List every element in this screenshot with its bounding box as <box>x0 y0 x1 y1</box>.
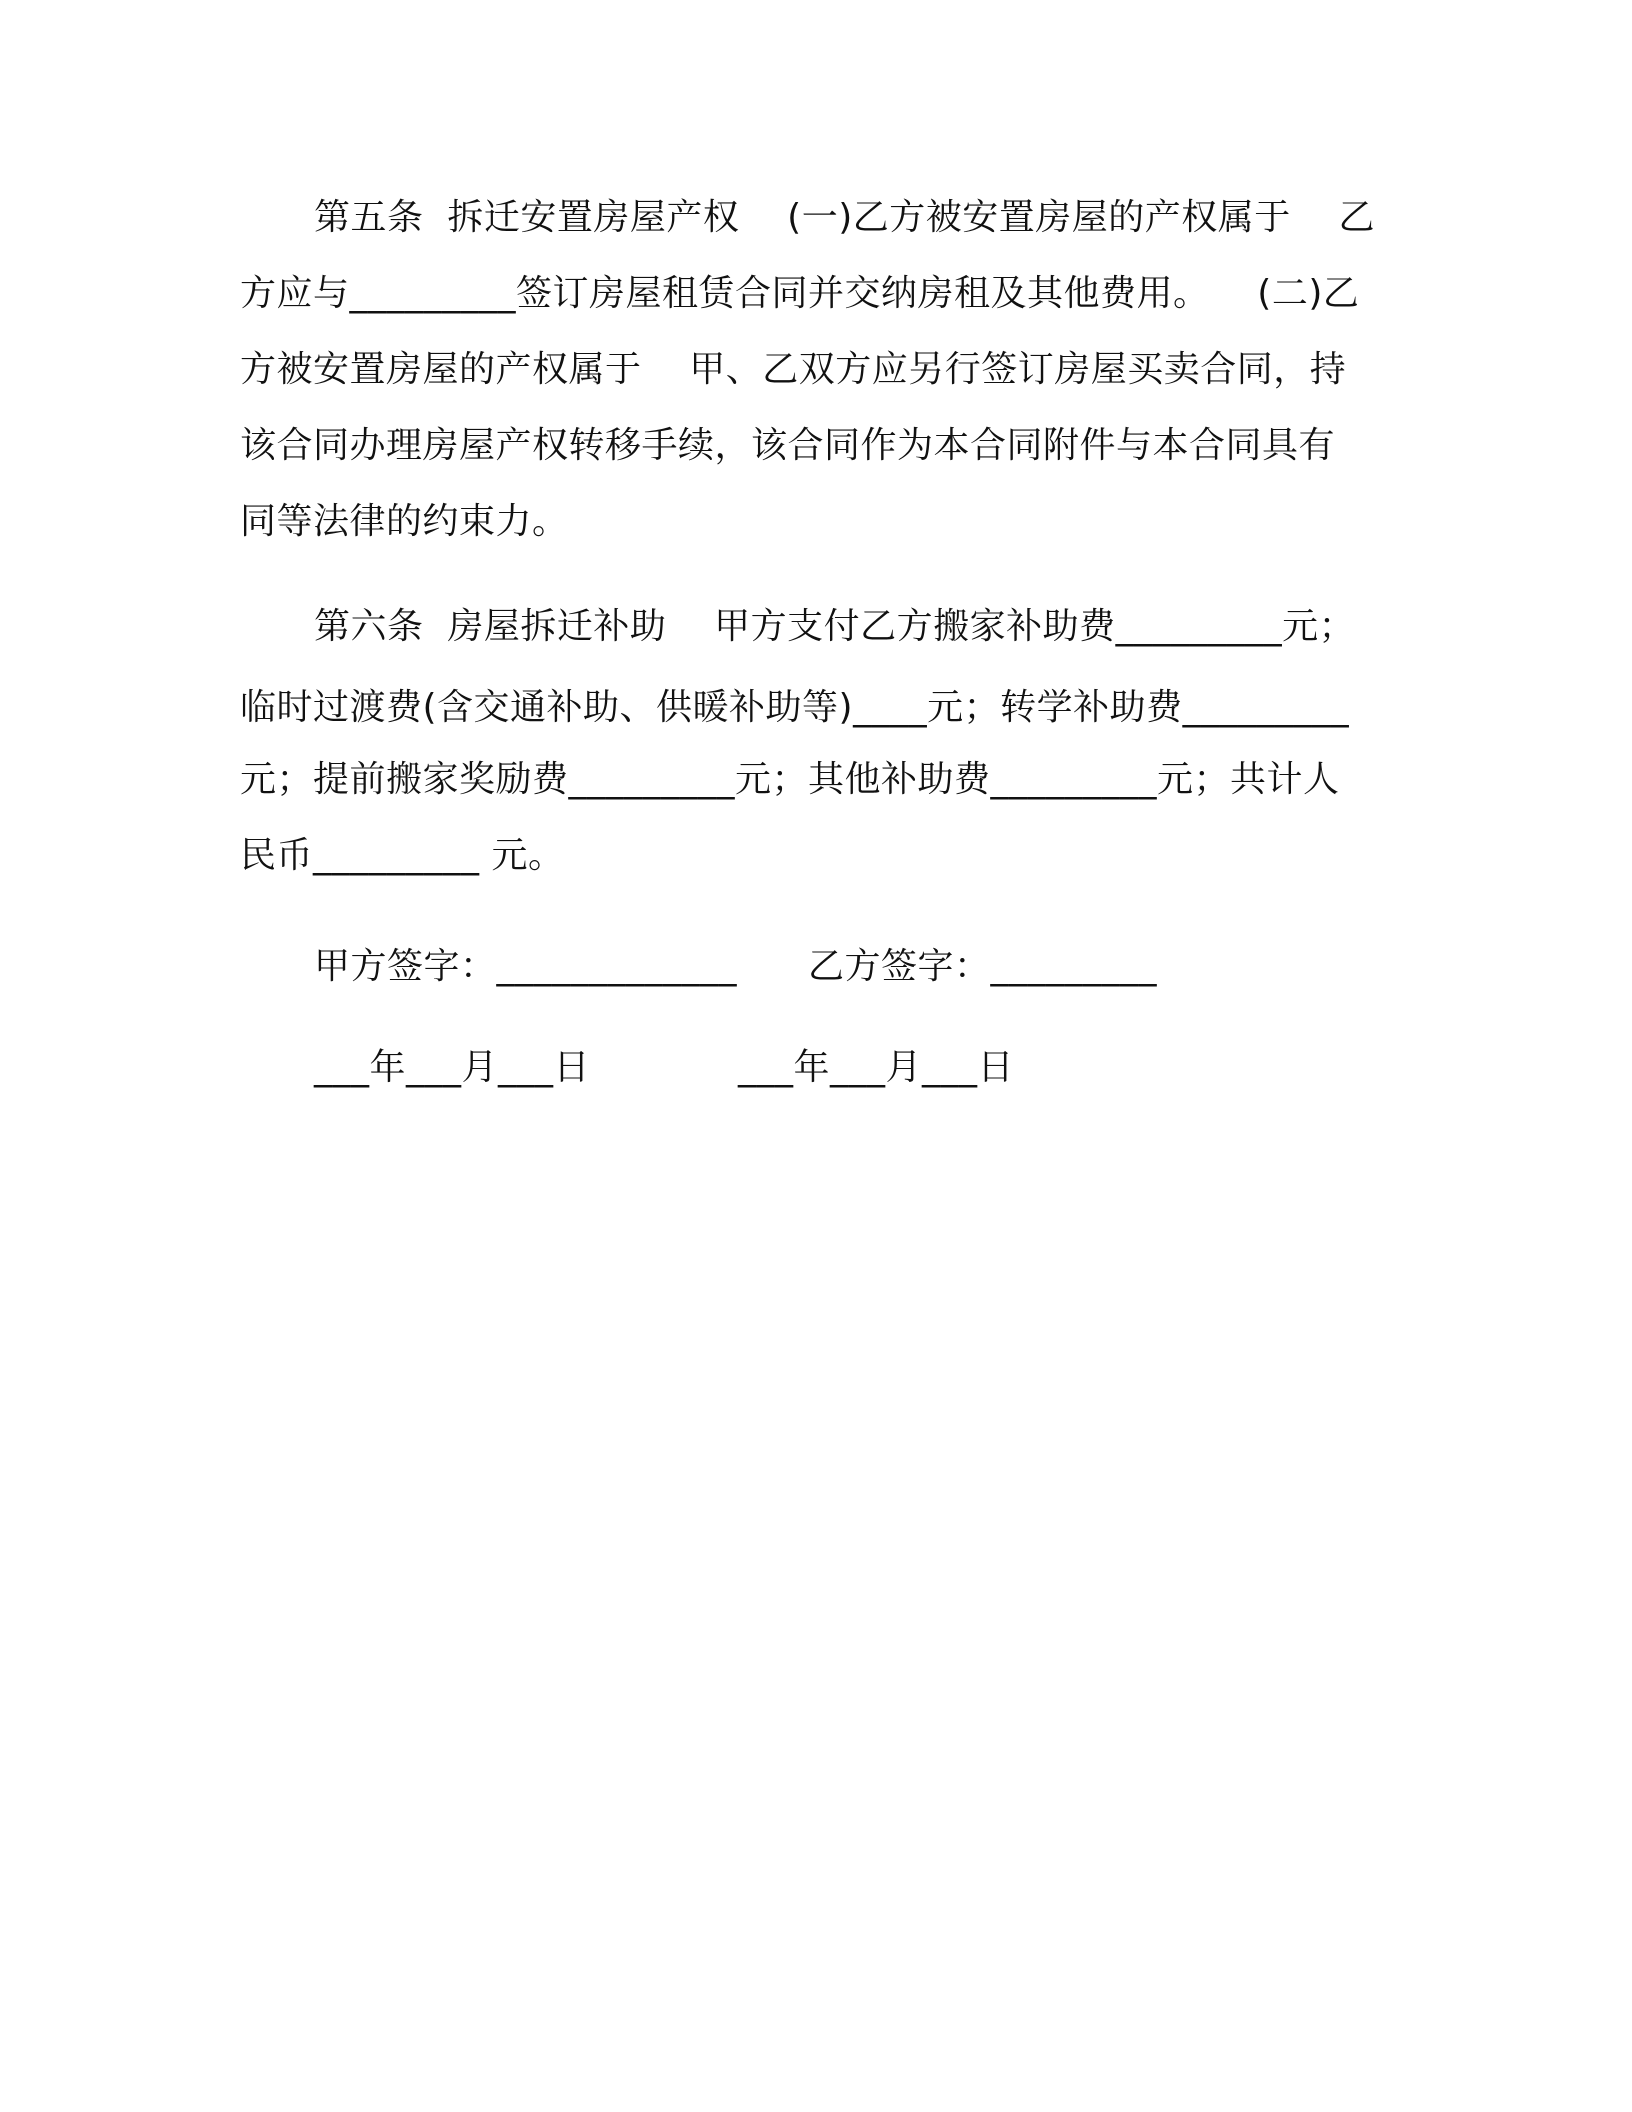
party-a-signature: 甲方签字：_____________ <box>314 946 738 987</box>
article5-line-4: 该合同办理房屋产权转移手续，该合同作为本合同附件与本合同具有 <box>240 425 1336 466</box>
article6-line-3: 元；提前搬家奖励费_________元；其他补助费_________元；共计人 <box>240 759 1340 800</box>
article6-line-4: 民币_________ 元。 <box>240 835 565 876</box>
article6-line-1: 第六条 房屋拆迁补助 甲方支付乙方搬家补助费_________元； <box>314 606 1356 647</box>
article5-line-1: 第五条 拆迁安置房屋产权 (一)乙方被安置房屋的产权属于 乙 <box>314 197 1376 238</box>
article5-line-2: 方应与_________签订房屋租赁合同并交纳房租及其他费用。 (二)乙 <box>240 273 1360 314</box>
article6-line-2: 临时过渡费(含交通补助、供暖补助等)____元；转学补助费_________ <box>240 687 1350 728</box>
article5-line-5: 同等法律的约束力。 <box>240 501 569 542</box>
article5-line-3: 方被安置房屋的产权属于 甲、乙双方应另行签订房屋买卖合同，持 <box>240 349 1347 390</box>
party-b-date: ___年___月___日 <box>738 1047 1015 1088</box>
party-a-date: ___年___月___日 <box>314 1047 591 1088</box>
party-b-signature: 乙方签字：_________ <box>808 946 1158 987</box>
